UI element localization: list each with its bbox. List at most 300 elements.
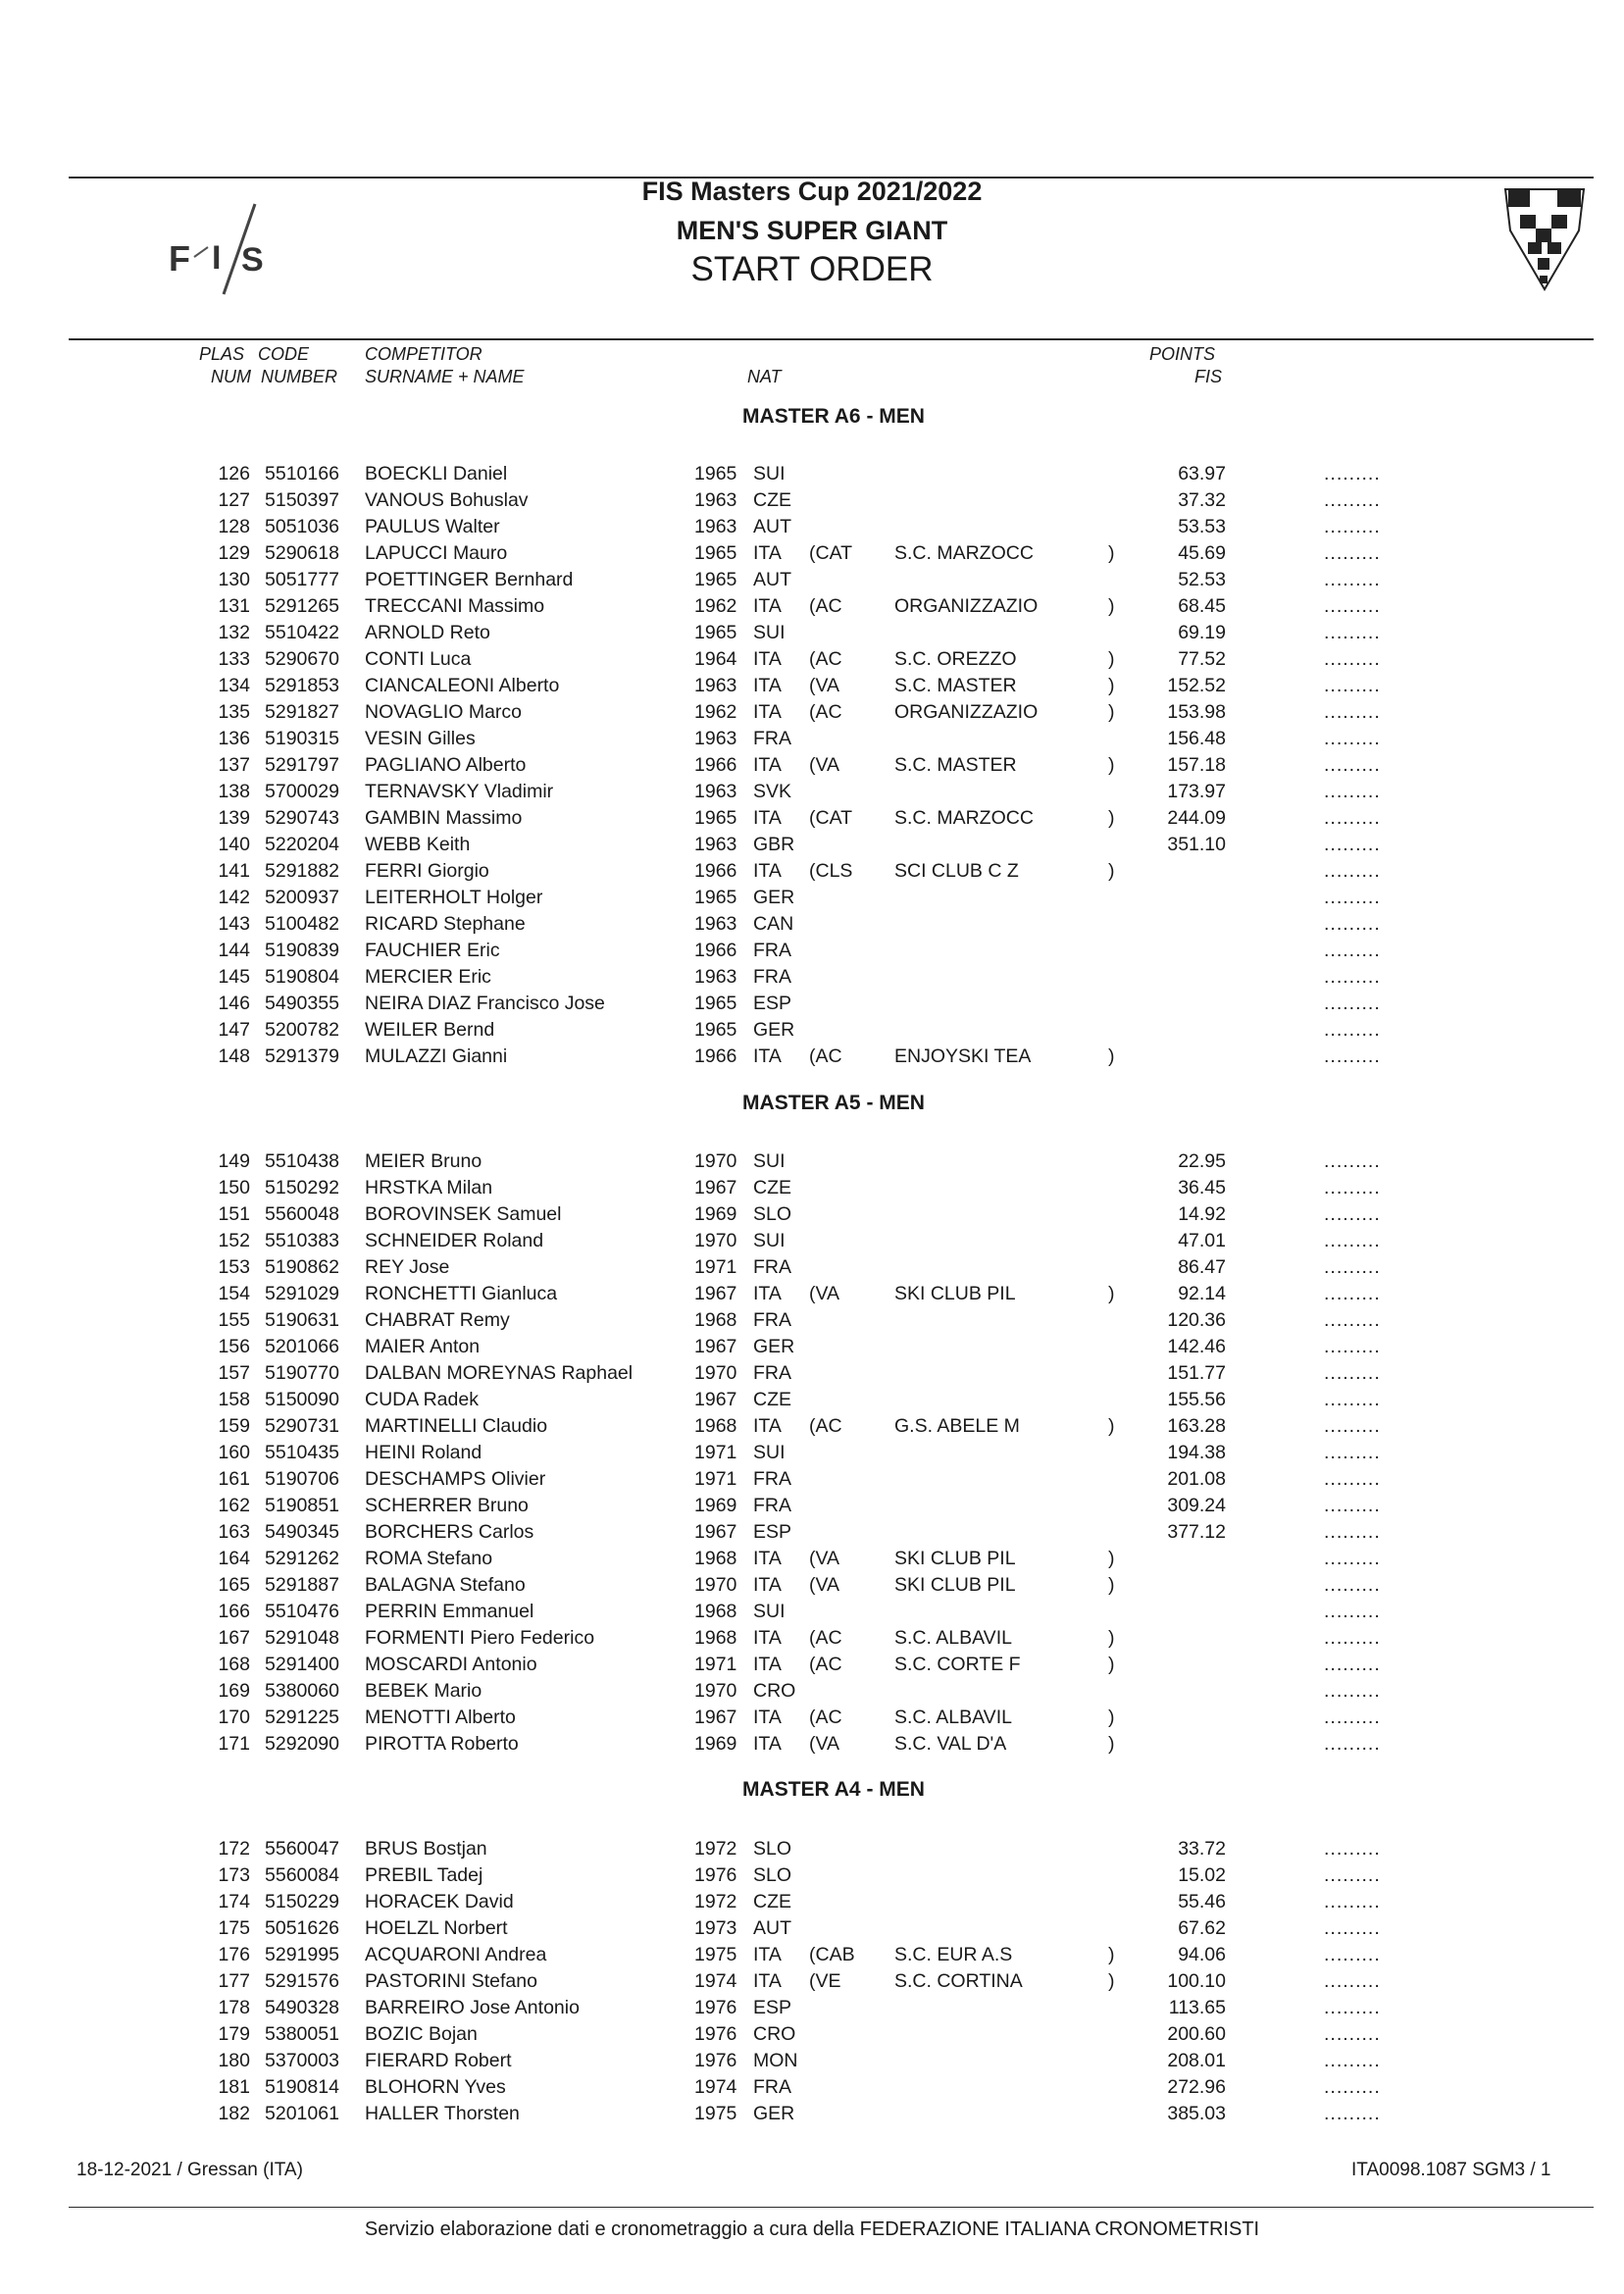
birth-year: 1965 — [694, 993, 737, 1014]
col-num: NUM — [211, 367, 251, 386]
fis-code: 5150090 — [265, 1389, 339, 1410]
birth-year: 1971 — [694, 1654, 737, 1675]
bib-number: 178 — [218, 1997, 250, 2018]
result-blank: ......... — [1324, 1574, 1381, 1596]
result-blank: ......... — [1324, 2023, 1381, 2045]
competitor-name: DESCHAMPS Olivier — [365, 1468, 546, 1490]
footer-codex: ITA0098.1087 SGM3 / 1 — [1351, 2160, 1551, 2180]
birth-year: 1968 — [694, 1548, 737, 1569]
fis-code: 5291225 — [265, 1707, 339, 1728]
nation: FRA — [753, 1495, 791, 1516]
competitor-name: MARTINELLI Claudio — [365, 1415, 548, 1437]
nation: CAN — [753, 913, 794, 935]
competitor-name: NEIRA DIAZ Francisco Jose — [365, 993, 605, 1014]
birth-year: 1976 — [694, 2050, 737, 2071]
birth-year: 1968 — [694, 1309, 737, 1331]
birth-year: 1963 — [694, 913, 737, 935]
region: (AC — [809, 701, 842, 723]
result-blank: ......... — [1324, 675, 1381, 696]
competitor-name: BOZIC Bojan — [365, 2023, 478, 2045]
table-row — [0, 620, 1624, 646]
fis-points: 201.08 — [1167, 1468, 1226, 1490]
fis-code: 5190315 — [265, 728, 339, 749]
table-row — [0, 1493, 1624, 1519]
region: (VA — [809, 1283, 840, 1304]
fis-code: 5190631 — [265, 1309, 339, 1331]
competitor-name: PASTORINI Stefano — [365, 1970, 537, 1992]
result-blank: ......... — [1324, 1733, 1381, 1755]
fis-points: 94.06 — [1178, 1944, 1226, 1965]
result-blank: ......... — [1324, 993, 1381, 1014]
table-row — [0, 779, 1624, 805]
table-row — [0, 1599, 1624, 1625]
fis-points: 92.14 — [1178, 1283, 1226, 1304]
birth-year: 1965 — [694, 887, 737, 908]
competitor-name: HORACEK David — [365, 1891, 514, 1912]
start-list-a4 — [0, 1836, 1624, 2127]
birth-year: 1976 — [694, 1997, 737, 2018]
result-blank: ......... — [1324, 781, 1381, 802]
start-list-a6 — [0, 461, 1624, 1070]
fis-points: 77.52 — [1178, 648, 1226, 670]
fis-code: 5190814 — [265, 2076, 339, 2098]
birth-year: 1965 — [694, 807, 737, 829]
bib-number: 147 — [218, 1019, 250, 1041]
birth-year: 1963 — [694, 489, 737, 511]
birth-year: 1962 — [694, 595, 737, 617]
table-row — [0, 2021, 1624, 2048]
table-row — [0, 1889, 1624, 1915]
bib-number: 181 — [218, 2076, 250, 2098]
nation: GER — [753, 1019, 795, 1041]
competitor-name: REY Jose — [365, 1256, 450, 1278]
bib-number: 163 — [218, 1521, 250, 1543]
table-row — [0, 1652, 1624, 1678]
result-blank: ......... — [1324, 2050, 1381, 2071]
result-blank: ......... — [1324, 1415, 1381, 1437]
club: S.C. MARZOCC — [894, 807, 1034, 829]
nation: ITA — [753, 1574, 782, 1596]
table-row — [0, 1862, 1624, 1889]
fis-code: 5291379 — [265, 1045, 339, 1067]
birth-year: 1965 — [694, 463, 737, 484]
table-row — [0, 2101, 1624, 2127]
col-plas: PLAS — [199, 344, 245, 364]
table-row — [0, 567, 1624, 593]
fis-points: 52.53 — [1178, 569, 1226, 590]
birth-year: 1965 — [694, 542, 737, 564]
club-close: ) — [1108, 1733, 1115, 1755]
nation: FRA — [753, 1309, 791, 1331]
result-blank: ......... — [1324, 516, 1381, 537]
table-row — [0, 2048, 1624, 2074]
table-row — [0, 964, 1624, 991]
bib-number: 146 — [218, 993, 250, 1014]
birth-year: 1970 — [694, 1574, 737, 1596]
club-close: ) — [1108, 1415, 1115, 1437]
nation: ITA — [753, 1627, 782, 1649]
bib-number: 133 — [218, 648, 250, 670]
fis-code: 5290743 — [265, 807, 339, 829]
club: S.C. ALBAVIL — [894, 1627, 1012, 1649]
fis-code: 5290670 — [265, 648, 339, 670]
result-blank: ......... — [1324, 1654, 1381, 1675]
club: ORGANIZZAZIO — [894, 595, 1039, 617]
col-number: NUMBER — [261, 367, 338, 386]
result-blank: ......... — [1324, 1997, 1381, 2018]
bib-number: 127 — [218, 489, 250, 511]
competitor-name: PERRIN Emmanuel — [365, 1601, 534, 1622]
fis-code: 5150229 — [265, 1891, 339, 1912]
nation: FRA — [753, 728, 791, 749]
birth-year: 1970 — [694, 1230, 737, 1251]
fis-points: 86.47 — [1178, 1256, 1226, 1278]
nation: ESP — [753, 1521, 792, 1543]
fis-code: 5190706 — [265, 1468, 339, 1490]
club-close: ) — [1108, 1627, 1115, 1649]
result-blank: ......... — [1324, 1230, 1381, 1251]
section-title: MASTER A4 - MEN — [742, 1778, 925, 1801]
birth-year: 1967 — [694, 1521, 737, 1543]
table-row — [0, 1546, 1624, 1572]
nation: ESP — [753, 993, 792, 1014]
fis-code: 5150397 — [265, 489, 339, 511]
club-close: ) — [1108, 595, 1115, 617]
fis-points: 157.18 — [1167, 754, 1226, 776]
nation: CRO — [753, 1680, 796, 1702]
nation: CRO — [753, 2023, 796, 2045]
birth-year: 1972 — [694, 1891, 737, 1912]
nation: SUI — [753, 622, 786, 643]
footer-rule — [69, 2207, 1594, 2208]
fis-points: 22.95 — [1178, 1150, 1226, 1172]
bib-number: 132 — [218, 622, 250, 643]
nation: ITA — [753, 1970, 782, 1992]
region: (AC — [809, 1654, 842, 1675]
club-close: ) — [1108, 1654, 1115, 1675]
table-row — [0, 699, 1624, 726]
fis-code: 5291995 — [265, 1944, 339, 1965]
bib-number: 143 — [218, 913, 250, 935]
table-row — [0, 1705, 1624, 1731]
nation: GER — [753, 2103, 795, 2124]
region: (AC — [809, 595, 842, 617]
bib-number: 158 — [218, 1389, 250, 1410]
competitor-name: SCHNEIDER Roland — [365, 1230, 544, 1251]
competitor-name: FAUCHIER Eric — [365, 940, 500, 961]
bib-number: 156 — [218, 1336, 250, 1357]
table-row — [0, 752, 1624, 779]
result-blank: ......... — [1324, 2103, 1381, 2124]
nation: SUI — [753, 1442, 786, 1463]
competitor-name: HALLER Thorsten — [365, 2103, 520, 2124]
nation: FRA — [753, 1362, 791, 1384]
nation: AUT — [753, 569, 791, 590]
nation: ITA — [753, 1654, 782, 1675]
result-blank: ......... — [1324, 1362, 1381, 1384]
nation: ITA — [753, 1944, 782, 1965]
competitor-name: MOSCARDI Antonio — [365, 1654, 537, 1675]
fis-code: 5150292 — [265, 1177, 339, 1198]
nation: ESP — [753, 1997, 792, 2018]
fis-code: 5291827 — [265, 701, 339, 723]
birth-year: 1970 — [694, 1680, 737, 1702]
competitor-name: BALAGNA Stefano — [365, 1574, 526, 1596]
competitor-name: BRUS Bostjan — [365, 1838, 487, 1860]
table-row — [0, 673, 1624, 699]
nation: ITA — [753, 1415, 782, 1437]
birth-year: 1966 — [694, 940, 737, 961]
table-row — [0, 1968, 1624, 1995]
result-blank: ......... — [1324, 1707, 1381, 1728]
birth-year: 1967 — [694, 1707, 737, 1728]
club: S.C. ALBAVIL — [894, 1707, 1012, 1728]
birth-year: 1969 — [694, 1733, 737, 1755]
club: SKI CLUB PIL — [894, 1548, 1016, 1569]
nation: ITA — [753, 754, 782, 776]
result-blank: ......... — [1324, 489, 1381, 511]
competitor-name: ARNOLD Reto — [365, 622, 490, 643]
club: S.C. CORTE F — [894, 1654, 1021, 1675]
competitor-name: LAPUCCI Mauro — [365, 542, 508, 564]
fis-code: 5051626 — [265, 1917, 339, 1939]
birth-year: 1967 — [694, 1283, 737, 1304]
section-title: MASTER A5 - MEN — [742, 1092, 925, 1114]
bib-number: 144 — [218, 940, 250, 961]
table-row — [0, 832, 1624, 858]
fis-code: 5201061 — [265, 2103, 339, 2124]
competitor-name: WEILER Bernd — [365, 1019, 495, 1041]
competitor-name: CIANCALEONI Alberto — [365, 675, 560, 696]
result-blank: ......... — [1324, 754, 1381, 776]
result-blank: ......... — [1324, 542, 1381, 564]
fis-points: 156.48 — [1167, 728, 1226, 749]
fis-points: 173.97 — [1167, 781, 1226, 802]
fis-code: 5560047 — [265, 1838, 339, 1860]
fis-points: 68.45 — [1178, 595, 1226, 617]
bib-number: 174 — [218, 1891, 250, 1912]
table-row — [0, 1942, 1624, 1968]
fis-points: 200.60 — [1167, 2023, 1226, 2045]
table-row — [0, 1572, 1624, 1599]
table-row — [0, 1625, 1624, 1652]
nation: SLO — [753, 1864, 792, 1886]
result-blank: ......... — [1324, 913, 1381, 935]
result-blank: ......... — [1324, 701, 1381, 723]
result-blank: ......... — [1324, 1309, 1381, 1331]
bib-number: 126 — [218, 463, 250, 484]
club: S.C. MASTER — [894, 754, 1017, 776]
nation: MON — [753, 2050, 798, 2071]
nation: FRA — [753, 940, 791, 961]
birth-year: 1965 — [694, 569, 737, 590]
col-code: CODE — [258, 344, 310, 364]
birth-year: 1963 — [694, 675, 737, 696]
result-blank: ......... — [1324, 966, 1381, 988]
bib-number: 140 — [218, 834, 250, 855]
table-row — [0, 1201, 1624, 1228]
fis-points: 152.52 — [1167, 675, 1226, 696]
nation: ITA — [753, 860, 782, 882]
birth-year: 1969 — [694, 1495, 737, 1516]
result-blank: ......... — [1324, 1389, 1381, 1410]
club: S.C. CORTINA — [894, 1970, 1023, 1992]
fis-points: 272.96 — [1167, 2076, 1226, 2098]
fis-code: 5291029 — [265, 1283, 339, 1304]
fis-points: 155.56 — [1167, 1389, 1226, 1410]
birth-year: 1966 — [694, 860, 737, 882]
table-row — [0, 1334, 1624, 1360]
birth-year: 1963 — [694, 966, 737, 988]
birth-year: 1966 — [694, 1045, 737, 1067]
result-blank: ......... — [1324, 1468, 1381, 1490]
bib-number: 180 — [218, 2050, 250, 2071]
competitor-name: BOROVINSEK Samuel — [365, 1203, 562, 1225]
fis-code: 5510422 — [265, 622, 339, 643]
footer-timing-note: Servizio elaborazione dati e cronometraggio a cura della FEDERAZIONE ITALIANA CRONOMETRISTI — [364, 2218, 1260, 2240]
bib-number: 162 — [218, 1495, 250, 1516]
competitor-name: MAIER Anton — [365, 1336, 481, 1357]
fis-code: 5100482 — [265, 913, 339, 935]
nation: CZE — [753, 489, 791, 511]
nation: SLO — [753, 1838, 792, 1860]
table-row — [0, 911, 1624, 938]
competitor-name: BARREIRO Jose Antonio — [365, 1997, 580, 2018]
club-close: ) — [1108, 860, 1115, 882]
table-row — [0, 991, 1624, 1017]
table-row — [0, 646, 1624, 673]
result-blank: ......... — [1324, 1891, 1381, 1912]
fis-code: 5291400 — [265, 1654, 339, 1675]
fis-points: 55.46 — [1178, 1891, 1226, 1912]
club-close: ) — [1108, 1944, 1115, 1965]
competitor-name: PIROTTA Roberto — [365, 1733, 519, 1755]
table-row — [0, 1466, 1624, 1493]
region: (CAT — [809, 807, 853, 829]
region: (AC — [809, 1627, 842, 1649]
fis-code: 5190770 — [265, 1362, 339, 1384]
birth-year: 1968 — [694, 1601, 737, 1622]
birth-year: 1963 — [694, 516, 737, 537]
competitor-name: BOECKLI Daniel — [365, 463, 508, 484]
region: (CAT — [809, 542, 853, 564]
fis-code: 5370003 — [265, 2050, 339, 2071]
fis-code: 5510438 — [265, 1150, 339, 1172]
result-blank: ......... — [1324, 595, 1381, 617]
nation: ITA — [753, 1045, 782, 1067]
fis-points: 100.10 — [1167, 1970, 1226, 1992]
fis-code: 5291576 — [265, 1970, 339, 1992]
birth-year: 1967 — [694, 1336, 737, 1357]
competitor-name: POETTINGER Bernhard — [365, 569, 574, 590]
birth-year: 1963 — [694, 834, 737, 855]
table-row — [0, 1044, 1624, 1070]
result-blank: ......... — [1324, 940, 1381, 961]
club: S.C. MASTER — [894, 675, 1017, 696]
result-blank: ......... — [1324, 728, 1381, 749]
birth-year: 1974 — [694, 1970, 737, 1992]
table-row — [0, 1995, 1624, 2021]
club: SKI CLUB PIL — [894, 1283, 1016, 1304]
fis-code: 5051777 — [265, 569, 339, 590]
birth-year: 1968 — [694, 1627, 737, 1649]
bib-number: 138 — [218, 781, 250, 802]
region: (AC — [809, 1415, 842, 1437]
result-blank: ......... — [1324, 1045, 1381, 1067]
competitor-name: FORMENTI Piero Federico — [365, 1627, 595, 1649]
result-blank: ......... — [1324, 622, 1381, 643]
result-blank: ......... — [1324, 1601, 1381, 1622]
result-blank: ......... — [1324, 1970, 1381, 1992]
col-points: POINTS — [1149, 344, 1216, 364]
nation: ITA — [753, 675, 782, 696]
result-blank: ......... — [1324, 1283, 1381, 1304]
fis-points: 163.28 — [1167, 1415, 1226, 1437]
bib-number: 142 — [218, 887, 250, 908]
fis-points: 309.24 — [1167, 1495, 1226, 1516]
nation: CZE — [753, 1177, 791, 1198]
birth-year: 1976 — [694, 2023, 737, 2045]
bib-number: 131 — [218, 595, 250, 617]
nation: ITA — [753, 807, 782, 829]
result-blank: ......... — [1324, 1864, 1381, 1886]
competitor-name: GAMBIN Massimo — [365, 807, 523, 829]
fis-code: 5291887 — [265, 1574, 339, 1596]
nation: CZE — [753, 1891, 791, 1912]
fis-points: 36.45 — [1178, 1177, 1226, 1198]
bib-number: 155 — [218, 1309, 250, 1331]
document-title: START ORDER — [690, 250, 934, 288]
header-rule — [69, 338, 1594, 340]
bib-number: 171 — [218, 1733, 250, 1755]
fis-code: 5490345 — [265, 1521, 339, 1543]
competitor-name: TERNAVSKY Vladimir — [365, 781, 554, 802]
competitor-name: LEITERHOLT Holger — [365, 887, 543, 908]
competitor-name: HEINI Roland — [365, 1442, 482, 1463]
fis-points: 244.09 — [1167, 807, 1226, 829]
table-row — [0, 1678, 1624, 1705]
bib-number: 128 — [218, 516, 250, 537]
fis-code: 5290731 — [265, 1415, 339, 1437]
nation: GER — [753, 1336, 795, 1357]
table-row — [0, 1519, 1624, 1546]
club-close: ) — [1108, 754, 1115, 776]
table-row — [0, 1360, 1624, 1387]
nation: ITA — [753, 1548, 782, 1569]
region: (AC — [809, 648, 842, 670]
bib-number: 175 — [218, 1917, 250, 1939]
nation: ITA — [753, 1707, 782, 1728]
bib-number: 177 — [218, 1970, 250, 1992]
col-nat: NAT — [747, 367, 782, 386]
nation: GBR — [753, 834, 795, 855]
nation: FRA — [753, 966, 791, 988]
club: S.C. OREZZO — [894, 648, 1017, 670]
fis-code: 5291265 — [265, 595, 339, 617]
table-row — [0, 1254, 1624, 1281]
competitor-name: HOELZL Norbert — [365, 1917, 508, 1939]
fis-code: 5510166 — [265, 463, 339, 484]
bib-number: 166 — [218, 1601, 250, 1622]
fis-code: 5290618 — [265, 542, 339, 564]
club: S.C. MARZOCC — [894, 542, 1034, 564]
competitor-name: BEBEK Mario — [365, 1680, 482, 1702]
birth-year: 1970 — [694, 1362, 737, 1384]
club-close: ) — [1108, 675, 1115, 696]
result-blank: ......... — [1324, 1917, 1381, 1939]
competitor-name: CUDA Radek — [365, 1389, 479, 1410]
competitor-name: CONTI Luca — [365, 648, 472, 670]
